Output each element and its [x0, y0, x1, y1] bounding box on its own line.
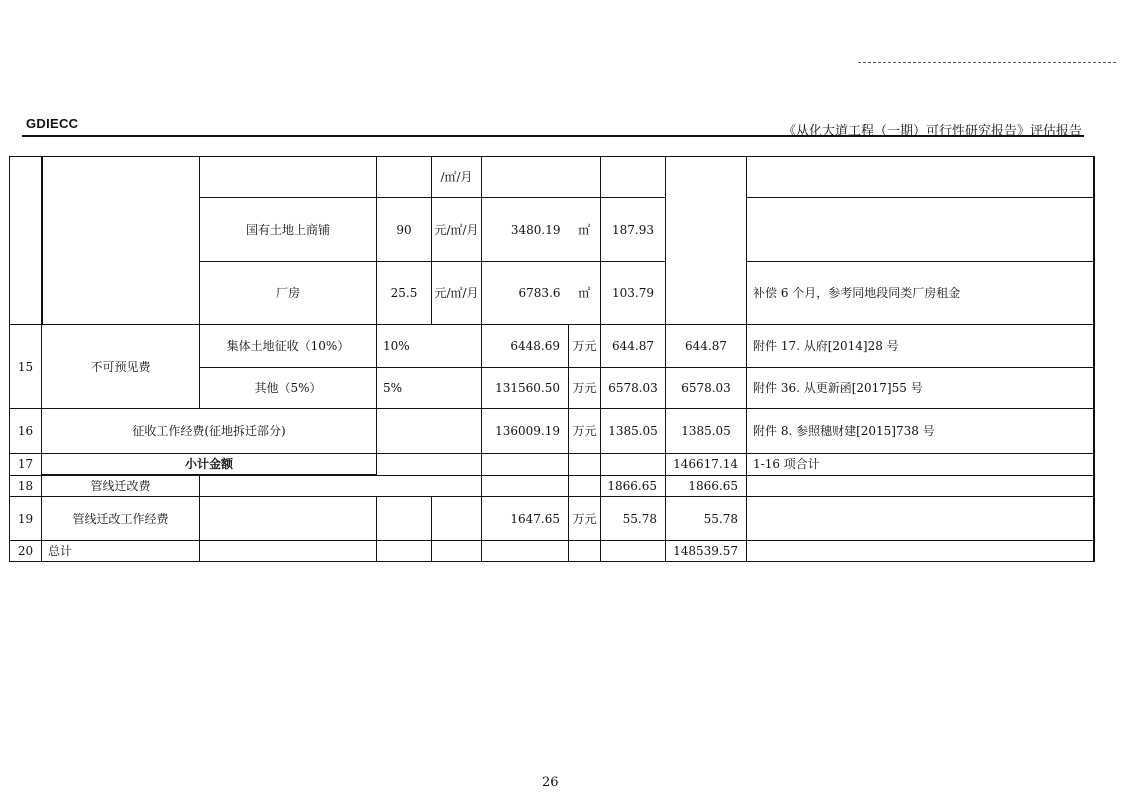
rate-cell: 25.5: [377, 262, 432, 325]
total-cell: 146617.14: [666, 454, 747, 476]
unit-cell: 万元: [569, 409, 601, 454]
value-cell: [601, 541, 666, 562]
amount-cell: 6783.6: [482, 262, 569, 325]
table-row: [10, 475, 1094, 497]
value-cell: 1385.05: [601, 409, 666, 454]
rate-cell: 90: [377, 198, 432, 262]
amount-unit-cell: ㎡: [569, 198, 601, 262]
total-cell: 1866.65: [666, 475, 747, 497]
table-row: [10, 497, 1094, 541]
rate-cell: [377, 409, 482, 454]
unit-cell: 元/㎡/月: [432, 198, 482, 262]
rate-cell: [377, 497, 432, 541]
value-cell: 187.93: [601, 198, 666, 262]
item-cell: 其他（5%）: [200, 368, 377, 409]
value-cell: [601, 454, 666, 476]
base-cell: [482, 475, 569, 497]
rate-cell: [377, 157, 432, 198]
name-cell: 征收工作经费(征地拆迁部分): [42, 409, 377, 454]
amount-cell: 3480.19: [482, 198, 569, 262]
unit-cell: [569, 454, 601, 476]
name-cell: [42, 157, 200, 325]
no-cell: 15: [10, 325, 42, 409]
note-cell: [747, 541, 1094, 562]
item-cell: 集体土地征收（10%）: [200, 325, 377, 368]
unit-cell: 元/㎡/月: [432, 262, 482, 325]
rate-cell: [377, 541, 432, 562]
rate-cell: [377, 475, 482, 497]
cost-table: [9, 156, 1095, 562]
base-cell: [482, 454, 569, 476]
no-cell: 20: [10, 541, 42, 562]
name-cell: 不可预见费: [42, 325, 200, 409]
page-number: 26: [542, 775, 559, 790]
total-cell: 55.78: [666, 497, 747, 541]
base-cell: [482, 541, 569, 562]
value-cell: 6578.03: [601, 368, 666, 409]
amount-cell: [482, 157, 601, 198]
no-cell: [10, 157, 42, 325]
name-cell: 小计金额: [42, 454, 377, 476]
rate-cell: [377, 454, 482, 476]
value-cell: 55.78: [601, 497, 666, 541]
unit-spec-cell: [432, 541, 482, 562]
value-cell: 1866.65: [601, 475, 666, 497]
no-cell: 16: [10, 409, 42, 454]
table-row: [10, 541, 1094, 562]
note-cell: 附件 17. 从府[2014]28 号: [747, 325, 1094, 368]
unit-cell: /㎡/月: [432, 157, 482, 198]
note-cell: 1-16 项合计: [747, 454, 1094, 476]
total-cell: 644.87: [666, 325, 747, 368]
item-cell: 厂房: [200, 262, 377, 325]
item-cell: 国有土地上商铺: [200, 198, 377, 262]
name-cell: 管线迁改费: [42, 475, 200, 497]
no-cell: 18: [10, 475, 42, 497]
value-cell: 644.87: [601, 325, 666, 368]
note-cell: 附件 8. 参照穗财建[2015]738 号: [747, 409, 1094, 454]
item-cell: [200, 541, 377, 562]
value-cell: [601, 157, 666, 198]
base-cell: 136009.19: [482, 409, 569, 454]
item-cell: [200, 497, 377, 541]
amount-unit-cell: ㎡: [569, 262, 601, 325]
item-cell: [200, 157, 377, 198]
report-title: 《从化大道工程（一期）可行性研究报告》评估报告: [782, 124, 1082, 139]
rate-cell: 10%: [377, 325, 482, 368]
item-cell: [200, 475, 377, 497]
unit-cell: 万元: [569, 497, 601, 541]
name-cell: 管线迁改工作经费: [42, 497, 200, 541]
top-dashed-rule: [858, 62, 1116, 63]
table-row: [10, 409, 1094, 454]
note-cell: [747, 475, 1094, 497]
total-cell: 1385.05: [666, 409, 747, 454]
name-cell: 总计: [42, 541, 200, 562]
org-logo-text: GDIECC: [26, 116, 79, 131]
rate-cell: 5%: [377, 368, 482, 409]
note-cell: [747, 497, 1094, 541]
base-cell: 1647.65: [482, 497, 569, 541]
unit-cell: 万元: [569, 325, 601, 368]
note-cell: 附件 36. 从更新函[2017]55 号: [747, 368, 1094, 409]
base-cell: 131560.50: [482, 368, 569, 409]
table-row: [10, 454, 1094, 476]
value-cell: 103.79: [601, 262, 666, 325]
no-cell: 19: [10, 497, 42, 541]
total-cell: 148539.57: [666, 541, 747, 562]
unit-cell: [569, 475, 601, 497]
unit-cell: [569, 541, 601, 562]
no-cell: 17: [10, 454, 42, 476]
table-row: [10, 157, 1094, 198]
note-cell: [747, 198, 1094, 262]
total-cell: 6578.03: [666, 368, 747, 409]
total-cell: [666, 157, 747, 325]
base-cell: 6448.69: [482, 325, 569, 368]
note-cell: [747, 157, 1094, 198]
note-cell: 补偿 6 个月，参考同地段同类厂房租金: [747, 262, 1094, 325]
unit-cell: 万元: [569, 368, 601, 409]
unit-spec-cell: [432, 497, 482, 541]
table-row: [10, 325, 1094, 368]
header-rule: [22, 135, 1084, 137]
